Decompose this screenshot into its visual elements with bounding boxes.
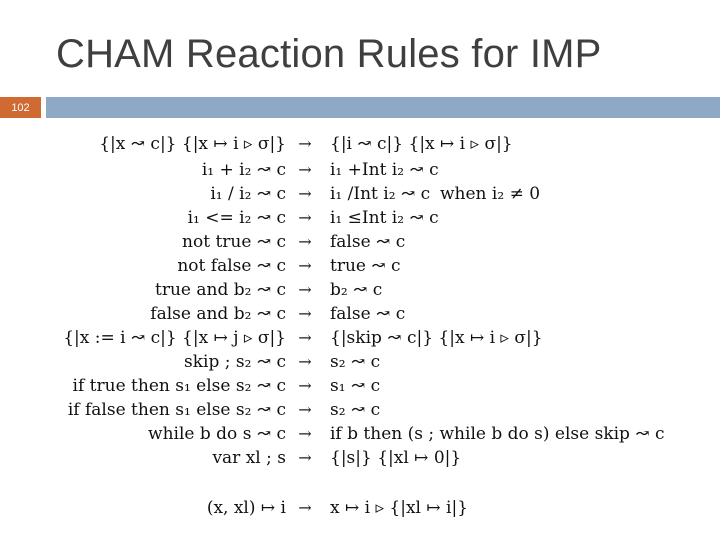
- rewrite-arrow: →: [298, 134, 312, 153]
- rule-rhs: {|i ↝ c|} {|x ↦ i ▹ σ|}: [330, 134, 513, 154]
- rule-rhs: false ↝ c: [330, 304, 406, 324]
- rule-lhs: var xl ; s: [212, 448, 286, 468]
- rule-row: [0, 304, 720, 328]
- rule-rhs: i₁ +Int i₂ ↝ c: [330, 160, 439, 180]
- rule-lhs: not false ↝ c: [177, 256, 286, 276]
- rewrite-arrow: →: [298, 448, 312, 467]
- rule-rhs: s₂ ↝ c: [330, 352, 381, 372]
- rule-lhs: false and b₂ ↝ c: [150, 304, 286, 324]
- header-accent-bar: [46, 97, 720, 118]
- rule-rhs: true ↝ c: [330, 256, 401, 276]
- rewrite-arrow: →: [298, 232, 312, 251]
- rewrite-arrow: →: [298, 498, 312, 517]
- rule-row: [0, 208, 720, 232]
- rule-row: [0, 400, 720, 424]
- rule-rhs: {|skip ↝ c|} {|x ↦ i ▹ σ|}: [330, 328, 543, 348]
- rewrite-arrow: →: [298, 352, 312, 371]
- slide-number-badge: 102: [0, 97, 41, 118]
- rule-row: [0, 376, 720, 400]
- rule-row: [0, 232, 720, 256]
- rule-lhs: i₁ <= i₂ ↝ c: [187, 208, 286, 228]
- rule-row: [0, 256, 720, 280]
- rule-row: [0, 184, 720, 208]
- rule-row: [0, 134, 720, 158]
- rule-row: [0, 424, 720, 448]
- rewrite-arrow: →: [298, 256, 312, 275]
- rule-rhs: {|s|} {|xl ↦ 0|}: [330, 448, 462, 468]
- rule-lhs: {|x := i ↝ c|} {|x ↦ j ▹ σ|}: [63, 328, 286, 348]
- rule-row: [0, 160, 720, 184]
- rule-rhs: s₁ ↝ c: [330, 376, 381, 396]
- rule-lhs: i₁ / i₂ ↝ c: [210, 184, 286, 204]
- rule-lhs: (x, xl) ↦ i: [206, 498, 286, 518]
- rule-row: [0, 448, 720, 472]
- rewrite-arrow: →: [298, 184, 312, 203]
- rewrite-arrow: →: [298, 208, 312, 227]
- rule-rhs: x ↦ i ▹ {|xl ↦ i|}: [330, 498, 469, 518]
- rule-lhs: skip ; s₂ ↝ c: [184, 352, 286, 372]
- rule-rhs: if b then (s ; while b do s) else skip ↝ c: [330, 424, 665, 444]
- rule-rhs: s₂ ↝ c: [330, 400, 381, 420]
- rule-lhs: while b do s ↝ c: [148, 424, 286, 444]
- rewrite-arrow: →: [298, 160, 312, 179]
- rule-condition: when i₂ ≠ 0: [440, 184, 541, 204]
- rule-rhs: false ↝ c: [330, 232, 406, 252]
- rewrite-arrow: →: [298, 280, 312, 299]
- rewrite-arrow: →: [298, 400, 312, 419]
- rule-lhs: true and b₂ ↝ c: [154, 280, 286, 300]
- rule-rhs: i₁ ≤Int i₂ ↝ c: [330, 208, 439, 228]
- rule-lhs: i₁ + i₂ ↝ c: [201, 160, 286, 180]
- rule-row: [0, 498, 720, 522]
- rule-lhs: {|x ↝ c|} {|x ↦ i ▹ σ|}: [99, 134, 286, 154]
- rule-row: [0, 352, 720, 376]
- rule-rhs: b₂ ↝ c: [330, 280, 383, 300]
- rule-row: [0, 328, 720, 352]
- rewrite-arrow: →: [298, 424, 312, 443]
- rewrite-arrow: →: [298, 376, 312, 395]
- rule-lhs: not true ↝ c: [182, 232, 286, 252]
- rule-row: [0, 280, 720, 304]
- rule-lhs: if true then s₁ else s₂ ↝ c: [72, 376, 286, 396]
- rule-rhs: i₁ /Int i₂ ↝ c: [330, 184, 431, 204]
- slide-title: CHAM Reaction Rules for IMP: [56, 32, 602, 76]
- rewrite-arrow: →: [298, 304, 312, 323]
- rewrite-arrow: →: [298, 328, 312, 347]
- rule-lhs: if false then s₁ else s₂ ↝ c: [67, 400, 286, 420]
